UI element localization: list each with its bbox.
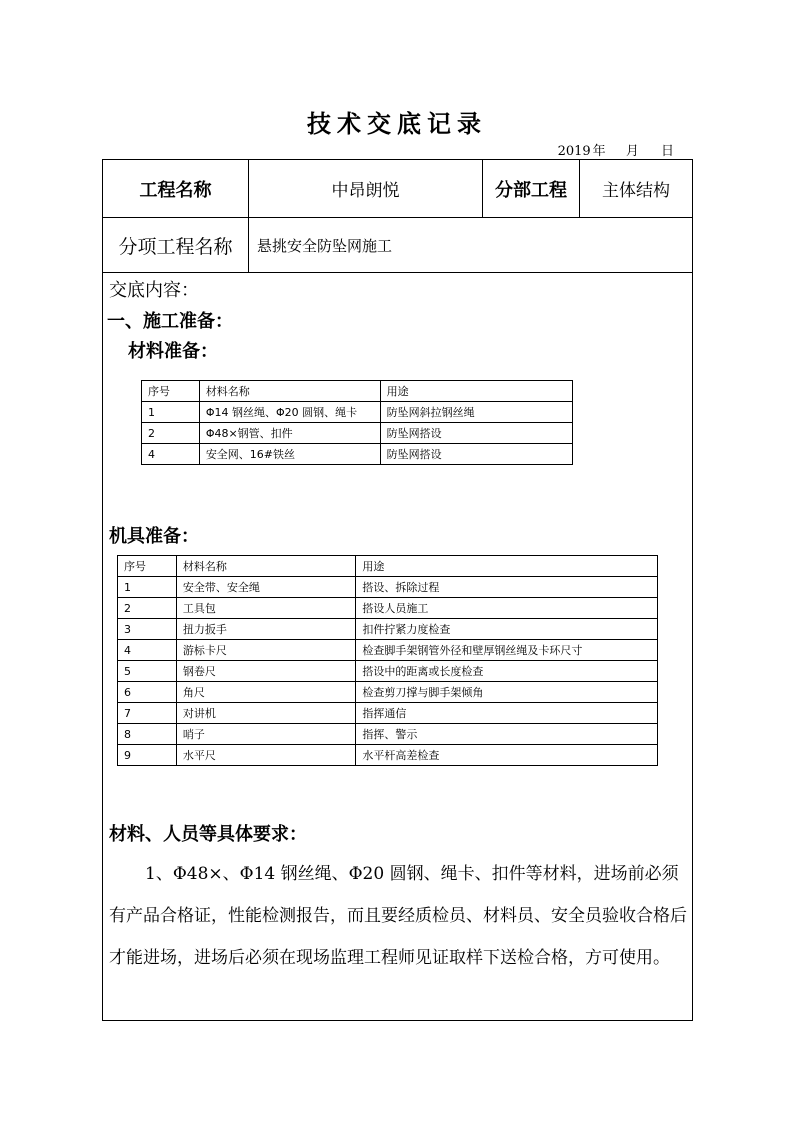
table-row — [118, 640, 658, 661]
table-cell: 游标卡尺 — [176, 640, 356, 661]
table-cell: 工具包 — [176, 598, 356, 619]
table-row — [142, 402, 573, 423]
table-row — [118, 682, 658, 703]
table-cell: 4 — [118, 640, 177, 661]
project-name-label: 工程名称 — [103, 160, 249, 217]
table-cell: 角尺 — [176, 682, 356, 703]
table-row — [118, 745, 658, 766]
table-cell: 6 — [118, 682, 177, 703]
table-cell: 搭设人员施工 — [356, 598, 658, 619]
subitem-label: 分项工程名称 — [103, 218, 249, 272]
tools-table — [117, 555, 658, 766]
date-year: 2019 — [557, 144, 591, 159]
table-cell: 水平杆高差检查 — [356, 745, 658, 766]
table-cell: 搭设、拆除过程 — [356, 577, 658, 598]
project-name-value: 中昂朗悦 — [249, 160, 483, 217]
division-label: 分部工程 — [483, 160, 580, 217]
header-cell: 序号 — [118, 556, 177, 577]
table-row — [118, 724, 658, 745]
table-row — [142, 423, 573, 444]
header-cell: 用途 — [356, 556, 658, 577]
table-cell: 防坠网搭设 — [380, 444, 572, 465]
table-row — [118, 661, 658, 682]
date-day-unit: 日 — [660, 144, 674, 159]
table-row — [118, 703, 658, 724]
table-row — [118, 598, 658, 619]
header-row-project — [103, 160, 692, 218]
header-cell: 材料名称 — [176, 556, 356, 577]
requirements-heading: 材料、人员等具体要求： — [109, 824, 307, 845]
requirements-paragraph: 1、Φ48×、Φ14 钢丝绳、Φ20 圆钢、绳卡、扣件等材料，进场前必须有产品合格证，性能检测报告，而且要经质检员、材料员、安全员验收合格后才能进场，进场后必须在现场监理工程师见证取样下送检合格，方可使用。 — [109, 864, 687, 968]
table-cell: 3 — [118, 619, 177, 640]
table-cell: 对讲机 — [176, 703, 356, 724]
table-cell: 9 — [118, 745, 177, 766]
table-header-row — [118, 556, 658, 577]
table-cell: Φ48×钢管、扣件 — [199, 423, 380, 444]
tools-heading: 机具准备： — [109, 526, 199, 547]
table-cell: 搭设中的距离或长度检查 — [356, 661, 658, 682]
table-cell: 检查剪刀撑与脚手架倾角 — [356, 682, 658, 703]
table-cell: 2 — [118, 598, 177, 619]
header-cell: 序号 — [142, 381, 200, 402]
table-cell: 检查脚手架钢管外径和壁厚钢丝绳及卡环尺寸 — [356, 640, 658, 661]
header-cell: 用途 — [380, 381, 572, 402]
subitem-value: 悬挑安全防坠网施工 — [257, 236, 393, 255]
table-cell: 防坠网搭设 — [380, 423, 572, 444]
materials-table — [141, 380, 573, 465]
table-cell: 4 — [142, 444, 200, 465]
table-row — [118, 619, 658, 640]
record-date — [552, 140, 674, 159]
table-cell: 安全带、安全绳 — [176, 577, 356, 598]
table-cell: 扣件拧紧力度检查 — [356, 619, 658, 640]
table-cell: 指挥通信 — [356, 703, 658, 724]
table-cell: 安全网、16#铁丝 — [199, 444, 380, 465]
document-title: 技术交底记录 — [307, 109, 487, 138]
table-cell: 指挥、警示 — [356, 724, 658, 745]
table-cell: Φ14 钢丝绳、Φ20 圆钢、绳卡 — [199, 402, 380, 423]
header-row-subitem — [103, 218, 692, 273]
table-cell: 1 — [118, 577, 177, 598]
intro-heading: 交底内容： — [109, 280, 199, 301]
table-cell: 1 — [142, 402, 200, 423]
header-cell: 材料名称 — [199, 381, 380, 402]
table-cell: 钢卷尺 — [176, 661, 356, 682]
date-year-unit: 年 — [592, 144, 606, 159]
table-cell: 8 — [118, 724, 177, 745]
table-header-row — [142, 381, 573, 402]
table-cell: 防坠网斜拉钢丝绳 — [380, 402, 572, 423]
division-value: 主体结构 — [602, 181, 670, 201]
materials-heading: 材料准备： — [128, 341, 218, 362]
table-row — [118, 577, 658, 598]
table-cell: 哨子 — [176, 724, 356, 745]
table-row — [142, 444, 573, 465]
table-cell: 扭力扳手 — [176, 619, 356, 640]
table-cell: 5 — [118, 661, 177, 682]
section-heading: 一、施工准备： — [107, 311, 233, 332]
date-month-unit: 月 — [625, 144, 639, 159]
table-cell: 2 — [142, 423, 200, 444]
table-cell: 水平尺 — [176, 745, 356, 766]
table-cell: 7 — [118, 703, 177, 724]
